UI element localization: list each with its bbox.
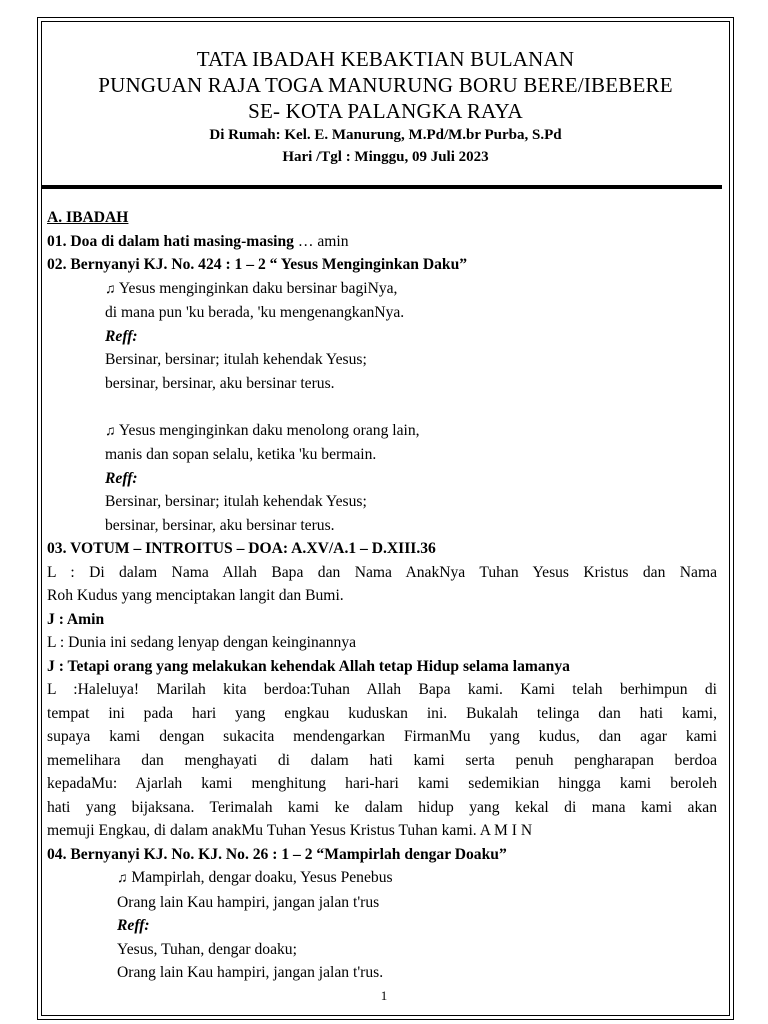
votum-leader-2: L : Dunia ini sedang lenyap dengan keinginannya <box>47 634 357 651</box>
song1-verse1-line1-text: Yesus menginginkan daku bersinar bagiNya, <box>118 279 398 297</box>
document-header <box>41 46 730 168</box>
item-03: 03. VOTUM – INTROITUS – DOA: A.XV/A.1 – D.XIII.36 <box>47 540 436 557</box>
verse-gap <box>47 395 717 419</box>
song1-verse2-line2: manis dan sopan selalu, ketika 'ku bermain. <box>105 446 377 463</box>
song2-verse1-line1 <box>47 866 717 891</box>
song1-reff1-line1: Bersinar, bersinar; itulah kehendak Yesus; <box>105 351 367 368</box>
song2-verse1-line1-text: Mampirlah, dengar doaku, Yesus Penebus <box>127 869 393 886</box>
music-note-icon: ♫ <box>117 871 128 886</box>
document-body <box>47 206 717 985</box>
song2-reff-line1: Yesus, Tuhan, dengar doaku; <box>117 940 297 958</box>
title-line-3: SE- KOTA PALANGKA RAYA <box>248 99 523 123</box>
song1-reff-label-1: Reff: <box>105 327 138 345</box>
song1-verse1-line2: di mana pun 'ku berada, 'ku mengenangkanNya. <box>105 304 405 321</box>
song2-reff-line2: Orang lain Kau hampiri, jangan jalan t'rus. <box>117 964 384 981</box>
song1-verse1-line1 <box>47 277 717 302</box>
song2-reff-label: Reff: <box>117 917 150 934</box>
votum-response-2: J : Tetapi orang yang melakukan kehendak Allah tetap Hidup selama lamanya <box>47 657 570 675</box>
song1-verse2-line1 <box>47 419 717 444</box>
song1-reff1-line2: bersinar, bersinar, aku bersinar terus. <box>105 374 335 392</box>
title-line-1: TATA IBADAH KEBAKTIAN BULANAN <box>196 47 575 71</box>
prayer-line-1: L :Haleluya! Marilah kita berdoa:Tuhan Allah Bapa kami. Kami telah berhimpun di <box>47 681 717 698</box>
section-title: A. IBADAH <box>47 209 129 226</box>
prayer-line-4: memelihara dan menghayati di dalam hati kami serta penuh pengharapan berdoa <box>47 751 717 769</box>
venue-line: Di Rumah: Kel. E. Manurung, M.Pd/M.br Purba, S.Pd <box>209 127 562 143</box>
song1-verse2-line1-text: Yesus menginginkan daku menolong orang lain, <box>118 421 420 439</box>
date-line: Hari /Tgl : Minggu, 09 Juli 2023 <box>282 149 489 165</box>
votum-leader-1b: Roh Kudus yang menciptakan langit dan Bumi. <box>47 587 344 604</box>
song1-reff2-line1: Bersinar, bersinar; itulah kehendak Yesus; <box>105 493 367 510</box>
prayer-line-3: supaya kami dengan sukacita mendengarkan FirmanMu yang kudus, dan agar kami <box>47 728 717 745</box>
prayer-line-7: memuji Engkau, di dalam anakMu Tuhan Yesus Kristus Tuhan kami. A M I N <box>47 822 533 839</box>
item-01-response: … amin <box>293 232 349 250</box>
music-note-icon: ♫ <box>105 281 116 297</box>
song1-reff2-line2: bersinar, bersinar, aku bersinar terus. <box>105 516 335 534</box>
prayer-line-5: kepadaMu: Ajarlah kami menghitung hari-hari kami sedemikian hingga kami beroleh <box>47 775 717 792</box>
music-note-icon: ♫ <box>105 423 116 439</box>
item-02: 02. Bernyanyi KJ. No. 424 : 1 – 2 “ Yesus Menginginkan Daku” <box>47 256 468 273</box>
song2-verse1-line2: Orang lain Kau hampiri, jangan jalan t'rus <box>117 893 380 911</box>
page-number: 1 <box>380 988 388 1003</box>
item-01 <box>47 230 717 254</box>
prayer-line-6: hati yang bijaksana. Terimalah kami ke dalam hidup yang kekal di mana kami akan <box>47 798 717 816</box>
prayer-line-2: tempat ini pada hari yang engkau kuduskan ini. Bukalah telinga dan hati kami, <box>47 704 717 722</box>
song1-reff-label-2: Reff: <box>105 469 138 487</box>
item-01-label: 01. Doa di dalam hati masing-masing <box>47 232 294 250</box>
title-line-2: PUNGUAN RAJA TOGA MANURUNG BORU BERE/IBEBERE <box>98 73 673 97</box>
item-04: 04. Bernyanyi KJ. No. KJ. No. 26 : 1 – 2 “Mampirlah dengar Doaku” <box>47 845 507 863</box>
votum-response-1: J : Amin <box>47 610 105 628</box>
header-divider <box>41 185 722 189</box>
votum-leader-1a: L : Di dalam Nama Allah Bapa dan Nama AnakNya Tuhan Yesus Kristus dan Nama <box>47 563 717 581</box>
